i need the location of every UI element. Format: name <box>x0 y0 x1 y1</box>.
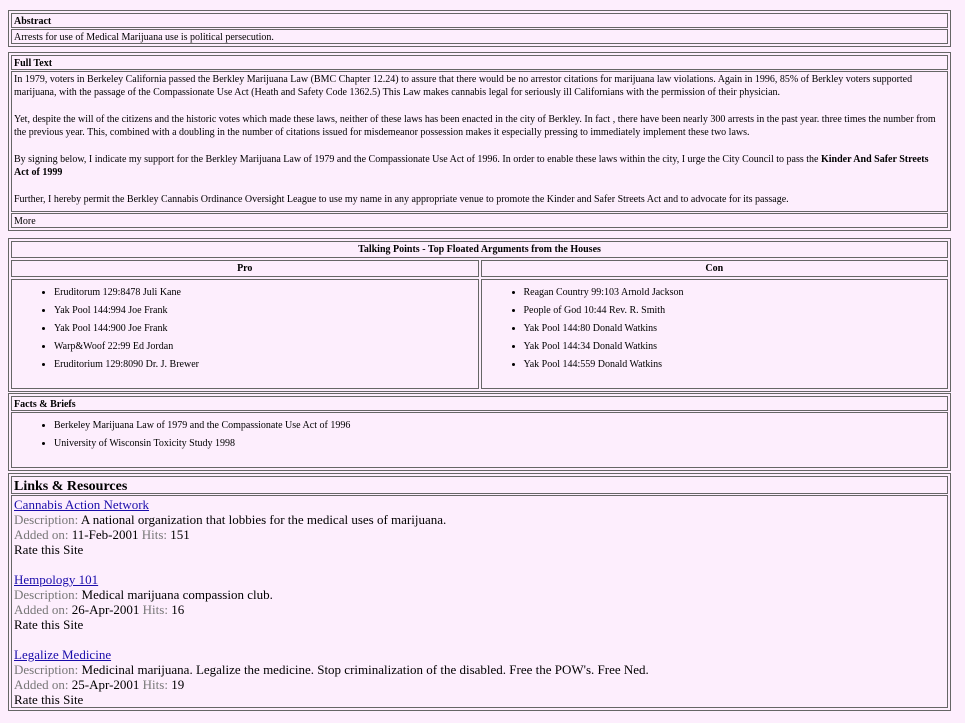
con-item[interactable]: • Yak Pool 144:559 Donald Watkins <box>524 358 948 371</box>
facts-heading: Facts & Briefs <box>11 396 948 411</box>
pro-item[interactable]: • Eruditorum 129:8478 Juli Kane <box>54 286 478 299</box>
links-heading: Links & Resources <box>11 476 948 494</box>
fact-item[interactable]: • Berkeley Marijuana Law of 1979 and the Compassionate Use Act of 1996 <box>54 419 947 432</box>
full-text-paragraph-4: Further, I hereby permit the Berkley Cannabis Ordinance Oversight League to use my name in any appropriate venue to promote the Kinder and Safer Streets Act and to advocate for its passage. <box>14 194 789 205</box>
con-column-header: Con <box>481 260 949 277</box>
description-label: Description: <box>14 512 79 527</box>
pro-item[interactable]: • Yak Pool 144:900 Joe Frank <box>54 322 478 335</box>
resource-link[interactable]: Hempology 101 <box>14 572 99 587</box>
resource-entry <box>14 647 945 707</box>
resource-added-date: 25-Apr-2001 <box>71 677 140 692</box>
facts-body <box>11 412 948 468</box>
full-text-paragraph-2: Yet, despite the will of the citizens and the historic votes which made these laws, neither of these laws has been enacted in the city of Berkley. In fact , there have been nearly 300 arrests in the past year. three times the number from the previous year. This, combined with a doubling in the number of citations issued for misdemeanor possession makes it especially pressing to immediately implement these two laws. <box>14 114 936 138</box>
hits-label: Hits: <box>142 602 168 617</box>
resource-link[interactable]: Cannabis Action Network <box>14 497 150 512</box>
pro-item[interactable]: • Warp&Woof 22:99 Ed Jordan <box>54 340 478 353</box>
pro-item[interactable]: • Eruditorium 129:8090 Dr. J. Brewer <box>54 358 478 371</box>
resource-description: Medicinal marijuana. Legalize the medicine. Stop criminalization of the disabled. Free the POW's. Free Ned. <box>81 662 649 677</box>
full-text-paragraph-1: In 1979, voters in Berkeley California passed the Berkley Marijuana Law (BMC Chapter 12.24) to assure that there would be no arrestor citations for marijuana law violations. Again in 1996, 85% of Berkley voters supported marijuana, with the passage of the Compassionate Use Act (Heath and Safety Code 1362.5) This Law makes cannabis legal for seriously ill Californians with the permission of their physician. <box>14 74 913 98</box>
abstract-table <box>8 10 951 47</box>
resource-entry <box>14 497 945 557</box>
hits-label: Hits: <box>141 527 168 542</box>
resource-hits: 151 <box>170 527 190 542</box>
full-text-heading: Full Text <box>11 55 948 70</box>
resource-added-date: 26-Apr-2001 <box>71 602 140 617</box>
rate-site-link[interactable]: Rate this Site <box>14 692 84 707</box>
pro-con-header-row <box>10 259 949 278</box>
con-item[interactable]: • Yak Pool 144:80 Donald Watkins <box>524 322 948 335</box>
con-item[interactable]: • Yak Pool 144:34 Donald Watkins <box>524 340 948 353</box>
abstract-text: Arrests for use of Medical Marijuana use is political persecution. <box>11 29 948 44</box>
more-link[interactable]: More <box>11 213 948 228</box>
added-label: Added on: <box>14 677 69 692</box>
pro-column <box>11 279 479 389</box>
facts-table <box>8 393 951 471</box>
paragraph-3-lead: By signing below, I indicate my support for the Berkley Marijuana Law of 1979 and the Compassionate Use Act of 1996. In order to enable these laws within the city, I urge the City Council to pass the <box>14 154 821 165</box>
resource-link[interactable]: Legalize Medicine <box>14 647 112 662</box>
pro-con-body-row <box>10 278 949 390</box>
talking-points-table <box>8 238 951 392</box>
added-label: Added on: <box>14 527 69 542</box>
full-text-table <box>8 52 951 231</box>
resource-entry <box>14 572 945 632</box>
kinder-safer-streets-act: Kinder And Safer Streets Act of 1999 <box>14 154 929 178</box>
con-list <box>482 286 948 371</box>
resource-added-date: 11-Feb-2001 <box>71 527 139 542</box>
resource-description: Medical marijuana compassion club. <box>81 587 273 602</box>
pro-column-header: Pro <box>11 260 479 277</box>
con-item[interactable]: • Reagan Country 99:103 Arnold Jackson <box>524 286 948 299</box>
fact-item[interactable]: • University of Wisconsin Toxicity Study 1998 <box>54 437 947 450</box>
full-text-body <box>11 71 948 212</box>
con-column <box>481 279 949 389</box>
pro-list <box>12 286 478 371</box>
resource-description: A national organization that lobbies for the medical uses of marijuana. <box>80 512 447 527</box>
description-label: Description: <box>14 587 79 602</box>
pro-item[interactable]: • Yak Pool 144:994 Joe Frank <box>54 304 478 317</box>
resource-hits: 16 <box>171 602 185 617</box>
links-table <box>8 473 951 711</box>
rate-site-link[interactable]: Rate this Site <box>14 542 84 557</box>
full-text-paragraph-3 <box>14 153 945 179</box>
facts-list <box>12 419 947 450</box>
description-label: Description: <box>14 662 79 677</box>
talking-points-heading: Talking Points - Top Floated Arguments from the Houses <box>11 241 948 258</box>
hits-label: Hits: <box>142 677 168 692</box>
con-item[interactable]: • People of God 10:44 Rev. R. Smith <box>524 304 948 317</box>
rate-site-link[interactable]: Rate this Site <box>14 617 84 632</box>
resource-hits: 19 <box>171 677 185 692</box>
links-body <box>11 495 948 708</box>
added-label: Added on: <box>14 602 69 617</box>
abstract-heading: Abstract <box>11 13 948 28</box>
